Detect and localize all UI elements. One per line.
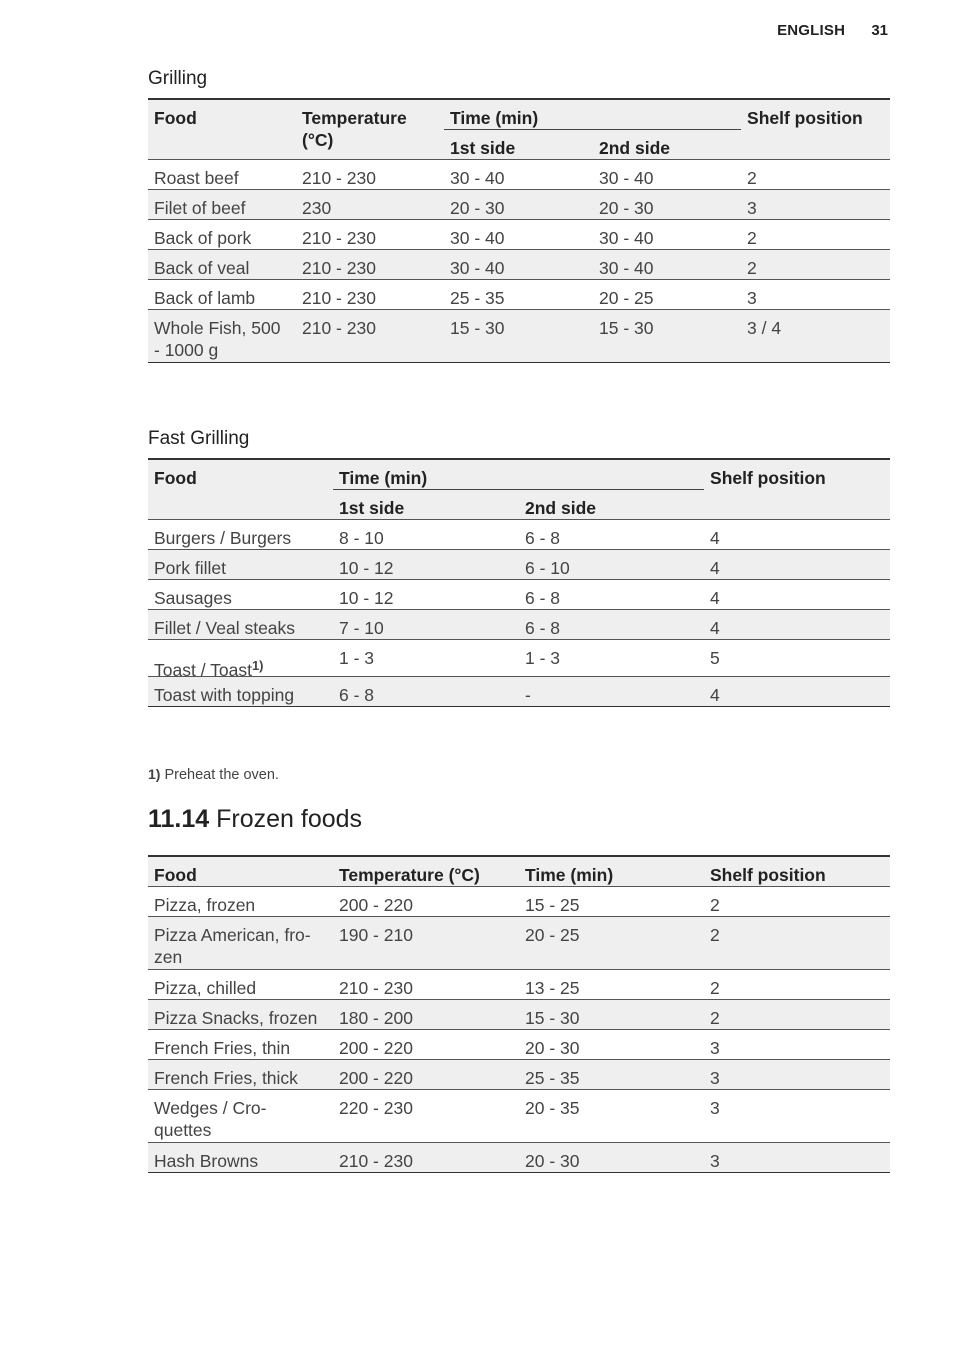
cell-shelf: 3 (704, 1090, 890, 1143)
header-food: Food (148, 856, 333, 887)
cell-temperature: 190 - 210 (333, 917, 519, 970)
cell-side1: 6 - 8 (333, 677, 519, 707)
table-row (148, 520, 890, 550)
cell-side2: 30 - 40 (593, 220, 741, 250)
cell-shelf: 4 (704, 677, 890, 707)
cell-food: Pizza, frozen (148, 887, 333, 917)
cell-food: Toast with topping (148, 677, 333, 707)
cell-side1: 15 - 30 (444, 310, 593, 363)
cell-shelf: 4 (704, 520, 890, 550)
table-row (148, 1030, 890, 1060)
cell-food: Pizza, chilled (148, 970, 333, 1000)
table-row (148, 610, 890, 640)
cell-food: French Fries, thin (148, 1030, 333, 1060)
cell-shelf: 3 / 4 (741, 310, 890, 363)
header-shelf: Shelf position (704, 459, 890, 520)
header-side2: 2nd side (519, 490, 704, 520)
footnote-number: 1) (148, 766, 161, 782)
cell-shelf: 3 (741, 280, 890, 310)
header-time: Time (min) (519, 856, 704, 887)
section-number: 11.14 (148, 805, 210, 833)
cell-time: 13 - 25 (519, 970, 704, 1000)
cell-temperature: 180 - 200 (333, 1000, 519, 1030)
cell-side1: 25 - 35 (444, 280, 593, 310)
cell-side2: 15 - 30 (593, 310, 741, 363)
cell-side1: 10 - 12 (333, 580, 519, 610)
cell-side1: 30 - 40 (444, 250, 593, 280)
cell-shelf: 4 (704, 610, 890, 640)
table-row (148, 887, 890, 917)
cell-shelf: 4 (704, 550, 890, 580)
cell-side2: 30 - 40 (593, 160, 741, 190)
cell-side1: 1 - 3 (333, 640, 519, 677)
cell-temperature: 200 - 220 (333, 1060, 519, 1090)
cell-shelf: 2 (741, 220, 890, 250)
cell-shelf: 2 (704, 1000, 890, 1030)
cell-side1: 7 - 10 (333, 610, 519, 640)
cell-side2: 20 - 25 (593, 280, 741, 310)
cell-shelf: 4 (704, 580, 890, 610)
cell-temperature: 200 - 220 (333, 1030, 519, 1060)
cell-temperature: 210 - 230 (296, 280, 444, 310)
cell-food: Pork fillet (148, 550, 333, 580)
table-row (148, 310, 890, 363)
cell-time: 15 - 30 (519, 1000, 704, 1030)
cell-food: Fillet / Veal steaks (148, 610, 333, 640)
cell-side2: 6 - 8 (519, 580, 704, 610)
table-row (148, 1000, 890, 1030)
header-shelf: Shelf position (741, 99, 890, 160)
table-row (148, 220, 890, 250)
section-title (148, 805, 362, 834)
cell-temperature: 200 - 220 (333, 887, 519, 917)
header-temperature: Temperature (°C) (333, 856, 519, 887)
table-row (148, 640, 890, 677)
table-row (148, 580, 890, 610)
cell-side2: - (519, 677, 704, 707)
header-side1: 1st side (444, 130, 593, 160)
table-row (148, 677, 890, 707)
cell-food-text: Toast / Toast (154, 660, 252, 680)
cell-food: Back of veal (148, 250, 296, 280)
cell-temperature: 230 (296, 190, 444, 220)
header-food: Food (148, 99, 296, 160)
table-row (148, 917, 890, 970)
cell-time: 20 - 30 (519, 1030, 704, 1060)
grilling-caption: Grilling (148, 68, 208, 89)
cell-side1: 8 - 10 (333, 520, 519, 550)
table-row (148, 160, 890, 190)
language-label: ENGLISH (777, 22, 846, 39)
cell-food: Back of pork (148, 220, 296, 250)
cell-food: Hash Browns (148, 1143, 333, 1173)
grilling-table (148, 98, 890, 363)
table-row (148, 250, 890, 280)
table-row (148, 190, 890, 220)
cell-side1: 20 - 30 (444, 190, 593, 220)
cell-food: Whole Fish, 500 - 1000 g (148, 310, 296, 363)
cell-side2: 6 - 8 (519, 610, 704, 640)
cell-shelf: 3 (741, 190, 890, 220)
table-row (148, 1090, 890, 1143)
cell-shelf: 2 (704, 917, 890, 970)
cell-shelf: 2 (741, 160, 890, 190)
footnote (148, 766, 279, 783)
cell-side2: 20 - 30 (593, 190, 741, 220)
cell-side2: 1 - 3 (519, 640, 704, 677)
table-row (148, 970, 890, 1000)
cell-food: French Fries, thick (148, 1060, 333, 1090)
cell-shelf: 5 (704, 640, 890, 677)
cell-shelf: 3 (704, 1060, 890, 1090)
table-row (148, 1143, 890, 1173)
cell-shelf: 3 (704, 1143, 890, 1173)
cell-side1: 30 - 40 (444, 220, 593, 250)
cell-side2: 6 - 8 (519, 520, 704, 550)
table-row (148, 550, 890, 580)
footnote-text: Preheat the oven. (164, 767, 279, 783)
cell-shelf: 2 (704, 970, 890, 1000)
cell-time: 20 - 25 (519, 917, 704, 970)
cell-time: 20 - 35 (519, 1090, 704, 1143)
cell-temperature: 210 - 230 (333, 970, 519, 1000)
table-row (148, 1060, 890, 1090)
header-side1: 1st side (333, 490, 519, 520)
cell-time: 15 - 25 (519, 887, 704, 917)
header-time: Time (min) (333, 459, 704, 490)
cell-food: Pizza American, fro-zen (148, 917, 333, 970)
cell-food: Filet of beef (148, 190, 296, 220)
cell-shelf: 2 (741, 250, 890, 280)
cell-food: Burgers / Burgers (148, 520, 333, 550)
footnote-marker: 1) (251, 658, 264, 673)
header-side2: 2nd side (593, 130, 741, 160)
cell-food: Wedges / Cro-quettes (148, 1090, 333, 1143)
cell-side2: 30 - 40 (593, 250, 741, 280)
header-temperature: Temperature (°C) (296, 99, 444, 160)
cell-temperature: 210 - 230 (296, 310, 444, 363)
cell-food: Back of lamb (148, 280, 296, 310)
cell-food: Sausages (148, 580, 333, 610)
section-title-text: Frozen foods (216, 805, 363, 833)
header-shelf: Shelf position (704, 856, 890, 887)
fast-grilling-table (148, 458, 890, 707)
cell-side1: 30 - 40 (444, 160, 593, 190)
frozen-foods-table (148, 855, 890, 1173)
cell-food: Roast beef (148, 160, 296, 190)
cell-shelf: 2 (704, 887, 890, 917)
cell-temperature: 210 - 230 (296, 220, 444, 250)
cell-temperature: 210 - 230 (333, 1143, 519, 1173)
page-number: 31 (871, 22, 888, 39)
cell-food: Pizza Snacks, frozen (148, 1000, 333, 1030)
cell-food (148, 640, 333, 680)
cell-side2: 6 - 10 (519, 550, 704, 580)
header-food: Food (148, 459, 333, 520)
cell-temperature: 210 - 230 (296, 160, 444, 190)
cell-time: 25 - 35 (519, 1060, 704, 1090)
cell-side1: 10 - 12 (333, 550, 519, 580)
header-time: Time (min) (444, 99, 741, 130)
page-header (777, 22, 888, 39)
cell-shelf: 3 (704, 1030, 890, 1060)
table-row (148, 280, 890, 310)
cell-temperature: 220 - 230 (333, 1090, 519, 1143)
cell-temperature: 210 - 230 (296, 250, 444, 280)
fast-grilling-caption: Fast Grilling (148, 428, 250, 449)
cell-time: 20 - 30 (519, 1143, 704, 1173)
